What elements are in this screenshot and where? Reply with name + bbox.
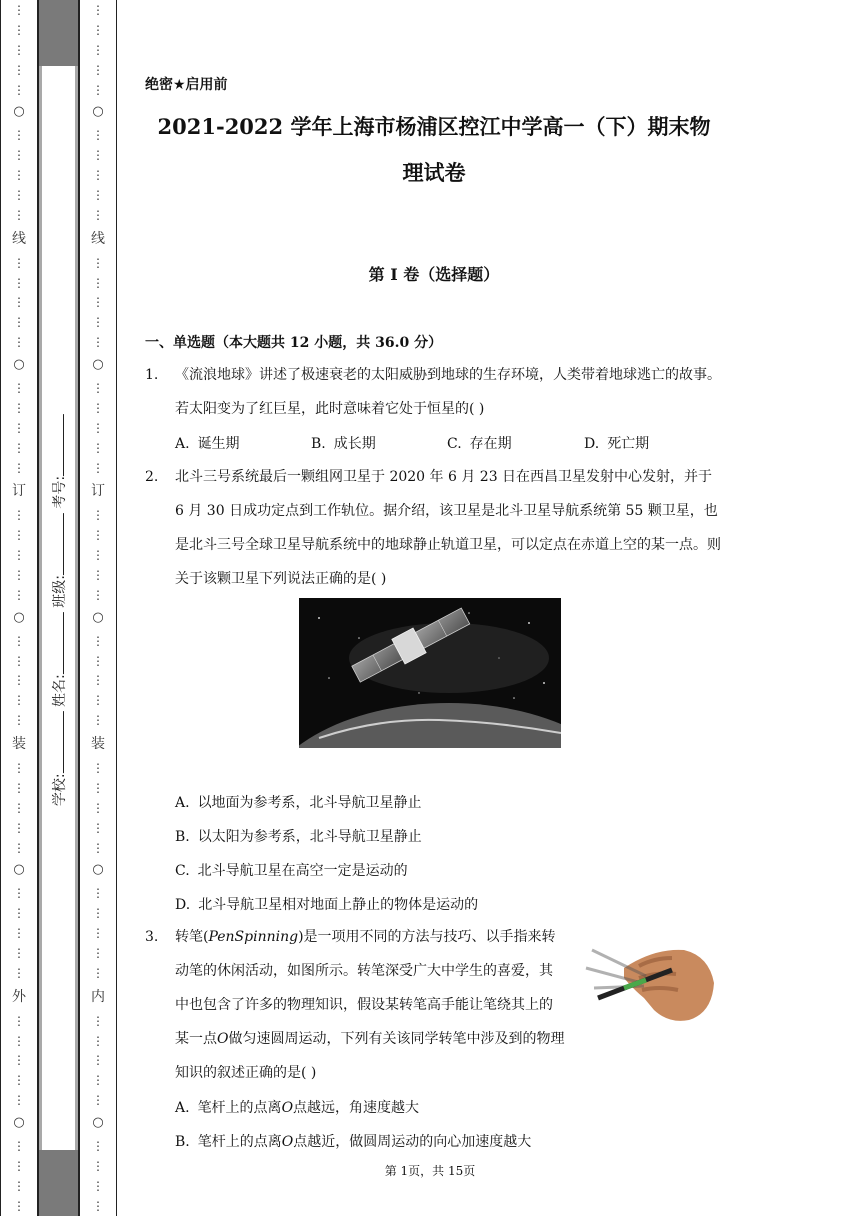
cut-line-dots: ⋮ — [13, 335, 25, 350]
cut-line-dots: ⋮ — [13, 62, 25, 77]
cut-line-dots: ⋮ — [13, 1198, 25, 1213]
cut-line-dots: ⋮ — [13, 780, 25, 795]
option-b[interactable]: B. 以太阳为参考系，北斗导航卫星静止 — [175, 829, 422, 845]
cut-line-dots: ⋮ — [13, 82, 25, 97]
cut-line-dots: ⋮ — [92, 148, 104, 163]
cut-line-dots: ⋮ — [13, 315, 25, 330]
cut-line-dots: ⋮ — [92, 295, 104, 310]
cut-line-dots: ⋮ — [13, 275, 25, 290]
question-number: 3. — [145, 929, 159, 945]
exam-title-line-2: 理试卷 — [402, 160, 466, 185]
cut-line-dots: ⋮ — [13, 460, 25, 475]
cut-line-circle: ○ — [13, 1115, 25, 1131]
cut-line-dots: ⋮ — [92, 1073, 104, 1088]
cut-line-dots: ⋮ — [92, 528, 104, 543]
cut-line-dots: ⋮ — [92, 587, 104, 602]
cut-line-dots: ⋮ — [92, 440, 104, 455]
option-b[interactable]: B. 笔杆上的点离O点越近，做圆周运动的向心加速度越大 — [175, 1134, 532, 1150]
cut-line-dots: ⋮ — [13, 128, 25, 143]
cut-line-circle: ○ — [13, 609, 25, 625]
option-b[interactable]: B. 成长期 — [311, 436, 376, 452]
cut-line-dots: ⋮ — [92, 653, 104, 668]
cut-line-dots: ⋮ — [13, 653, 25, 668]
math-point: O — [217, 1031, 229, 1047]
student-info-fields — [44, 0, 74, 1216]
cut-line-dots: ⋮ — [92, 673, 104, 688]
class-field[interactable] — [51, 513, 64, 575]
cut-line-dots: ⋮ — [92, 633, 104, 648]
cut-line-dots: ⋮ — [13, 528, 25, 543]
page-footer: 第 1页，共 15页 — [384, 1164, 476, 1178]
cut-line-dots: ⋮ — [13, 295, 25, 310]
cut-line-dots: ⋮ — [92, 168, 104, 183]
cut-line-dots: ⋮ — [92, 380, 104, 395]
question-text: 转笔(PenSpinning)是一项用不同的方法与技巧、以手指来转动笔的休闲活动，如图所示。转笔深受广大中学生的喜爱，其中也包含了许多的物理知识，假设某转笔高手能让笔绕其上的某一点O做匀速圆周运动，下列有关该同学转笔中涉及到的物理知识的叙述正确的是( ) — [175, 929, 565, 1081]
exam-title — [145, 104, 723, 196]
option-a[interactable]: A. 以地面为参考系，北斗导航卫星静止 — [175, 795, 422, 811]
cut-line-dots: ⋮ — [92, 906, 104, 921]
cut-line-dots: ⋮ — [92, 1093, 104, 1108]
cut-line-circle: ○ — [92, 862, 104, 878]
option-a[interactable]: A. 诞生期 — [175, 436, 240, 452]
cut-line-dots: ⋮ — [92, 761, 104, 775]
cut-line-dots: ⋮ — [13, 886, 25, 901]
question-number: 1. — [145, 367, 159, 383]
cut-line-dots: ⋮ — [13, 1073, 25, 1088]
cut-line-dots: ⋮ — [13, 633, 25, 648]
cut-line-dots: ⋮ — [13, 713, 25, 728]
cut-line-circle: ○ — [13, 357, 25, 373]
cut-line-dots: ⋮ — [92, 1198, 104, 1213]
inner-cut-line — [80, 0, 116, 1216]
cut-line-circle: ○ — [92, 357, 104, 373]
cut-line-dots: ⋮ — [92, 420, 104, 435]
cut-line-circle: ○ — [92, 1115, 104, 1131]
cut-line-circle: ○ — [92, 609, 104, 625]
cut-line-dots: ⋮ — [13, 548, 25, 563]
cut-line-dots: ⋮ — [13, 587, 25, 602]
exam-number-field[interactable] — [51, 414, 64, 476]
cut-line-dots: ⋮ — [13, 207, 25, 222]
cut-line-dots: ⋮ — [13, 1178, 25, 1193]
outer-mark-1: 订 — [12, 483, 26, 500]
cut-line-dots: ⋮ — [13, 800, 25, 815]
cut-line-dots: ⋮ — [13, 965, 25, 980]
cut-line-dots: ⋮ — [92, 62, 104, 77]
cut-line-dots: ⋮ — [13, 380, 25, 395]
cut-line-dots: ⋮ — [92, 400, 104, 415]
option-d[interactable]: D. 北斗导航卫星相对地面上静止的物体是运动的 — [175, 897, 479, 913]
cut-line-dots: ⋮ — [92, 713, 104, 728]
cut-line-dots: ⋮ — [13, 693, 25, 708]
cut-line-dots: ⋮ — [13, 2, 25, 17]
cut-line-dots: ⋮ — [92, 1139, 104, 1154]
section-title: 一、单选题（本大题共 12 小题，共 36.0 分） — [145, 335, 443, 351]
cut-line-dots: ⋮ — [92, 1158, 104, 1173]
cut-line-dots: ⋮ — [13, 761, 25, 775]
outer-cut-line — [1, 0, 37, 1216]
pen-spinning-image — [584, 928, 716, 1034]
cut-line-dots: ⋮ — [92, 82, 104, 97]
cut-line-dots: ⋮ — [92, 187, 104, 202]
question-2 — [145, 460, 723, 596]
cut-line-dots: ⋮ — [13, 440, 25, 455]
cut-line-dots: ⋮ — [13, 1033, 25, 1048]
question-number: 2. — [145, 469, 159, 485]
cut-line-dots: ⋮ — [92, 1178, 104, 1193]
cut-line-dots: ⋮ — [92, 840, 104, 855]
cut-line-dots: ⋮ — [13, 1013, 25, 1028]
cut-line-dots: ⋮ — [92, 1053, 104, 1068]
option-c[interactable]: C. 北斗导航卫星在高空一定是运动的 — [175, 863, 408, 879]
cut-line-dots: ⋮ — [13, 187, 25, 202]
cut-line-circle: ○ — [13, 104, 25, 120]
cut-line-dots: ⋮ — [92, 207, 104, 222]
cut-line-circle: ○ — [13, 862, 25, 878]
inner-mark-2: 装 — [91, 736, 105, 753]
cut-line-dots: ⋮ — [13, 673, 25, 688]
cut-line-dots: ⋮ — [92, 567, 104, 582]
cut-line-dots: ⋮ — [13, 1139, 25, 1154]
class-label: 班级: — [52, 575, 68, 608]
cut-line-dots: ⋮ — [92, 42, 104, 57]
cut-line-dots: ⋮ — [92, 780, 104, 795]
school-label: 学校: — [52, 773, 68, 807]
cut-line-dots: ⋮ — [92, 820, 104, 835]
cut-line-dots: ⋮ — [13, 1093, 25, 1108]
option-a[interactable]: A. 笔杆上的点离O点越远，角速度越大 — [175, 1100, 420, 1116]
cut-line-dots: ⋮ — [13, 22, 25, 37]
question-text: 《流浪地球》讲述了极速衰老的太阳威胁到地球的生存环境，人类带着地球逃亡的故事。若太阳变为了红巨星，此时意味着它处于恒星的( ) — [175, 367, 721, 417]
cut-line-dots: ⋮ — [13, 840, 25, 855]
cut-line-dots: ⋮ — [92, 926, 104, 941]
cut-line-dots: ⋮ — [13, 926, 25, 941]
cut-line-dots: ⋮ — [13, 508, 25, 523]
cut-line-dots: ⋮ — [13, 400, 25, 415]
inner-binding-strip — [79, 0, 117, 1216]
cut-line-dots: ⋮ — [13, 906, 25, 921]
cut-line-dots: ⋮ — [92, 128, 104, 143]
cut-line-dots: ⋮ — [13, 1053, 25, 1068]
question-1 — [145, 358, 723, 426]
option-c[interactable]: C. 存在期 — [447, 436, 512, 452]
cut-line-dots: ⋮ — [92, 275, 104, 290]
cut-line-dots: ⋮ — [92, 965, 104, 980]
cut-line-dots: ⋮ — [92, 886, 104, 901]
cut-line-dots: ⋮ — [13, 1158, 25, 1173]
school-field[interactable] — [51, 711, 64, 773]
cut-line-dots: ⋮ — [92, 548, 104, 563]
cut-line-dots: ⋮ — [92, 2, 104, 17]
cut-line-dots: ⋮ — [92, 255, 104, 270]
question-text: 北斗三号系统最后一颗组网卫星于 2020 年 6 月 23 日在西昌卫星发射中心发射，并于 6 月 30 日成功定点到工作轨位。据介绍，该卫星是北斗卫星导航系统第 55 颗卫星，也是北斗三号全球卫星导航系统中的地球静止轨道卫星，可以定点在赤道上空的某一点。则关于该颗卫星下列说法正确的是( ) — [175, 469, 721, 587]
cut-line-dots: ⋮ — [92, 800, 104, 815]
cut-line-dots: ⋮ — [13, 255, 25, 270]
cut-line-dots: ⋮ — [92, 946, 104, 961]
cut-line-dots: ⋮ — [13, 420, 25, 435]
satellite-image — [299, 598, 561, 748]
outer-mark-2: 装 — [12, 736, 26, 753]
outer-mark-3: 外 — [12, 988, 26, 1005]
inner-mark-1: 订 — [91, 483, 105, 500]
cut-line-dots: ⋮ — [92, 460, 104, 475]
volume-title: 第 I 卷（选择题） — [368, 265, 500, 284]
cut-line-dots: ⋮ — [13, 567, 25, 582]
cut-line-dots: ⋮ — [92, 22, 104, 37]
cut-line-dots: ⋮ — [13, 820, 25, 835]
exam-number-label: 考号: — [52, 475, 68, 509]
cut-line-dots: ⋮ — [92, 1033, 104, 1048]
cut-line-dots: ⋮ — [13, 148, 25, 163]
cut-line-dots: ⋮ — [92, 315, 104, 330]
name-field[interactable] — [51, 612, 64, 674]
outer-mark-0: 线 — [12, 230, 26, 247]
cut-line-circle: ○ — [92, 104, 104, 120]
cut-line-dots: ⋮ — [13, 946, 25, 961]
cut-line-dots: ⋮ — [92, 508, 104, 523]
cut-line-dots: ⋮ — [13, 168, 25, 183]
inner-mark-0: 线 — [91, 230, 105, 247]
inner-mark-3: 内 — [91, 988, 105, 1005]
cut-line-dots: ⋮ — [92, 693, 104, 708]
cut-line-dots: ⋮ — [92, 1013, 104, 1028]
cut-line-dots: ⋮ — [13, 42, 25, 57]
name-label: 姓名: — [52, 674, 68, 707]
outer-binding-strip — [0, 0, 38, 1216]
confidential-label: 绝密★启用前 — [145, 77, 228, 93]
option-d[interactable]: D. 死亡期 — [584, 436, 650, 452]
math-term: PenSpinning — [208, 929, 299, 945]
question-3 — [145, 920, 565, 1090]
cut-line-dots: ⋮ — [92, 335, 104, 350]
exam-title-line-1: 2021-2022 学年上海市杨浦区控江中学高一（下）期末物 — [157, 114, 711, 139]
